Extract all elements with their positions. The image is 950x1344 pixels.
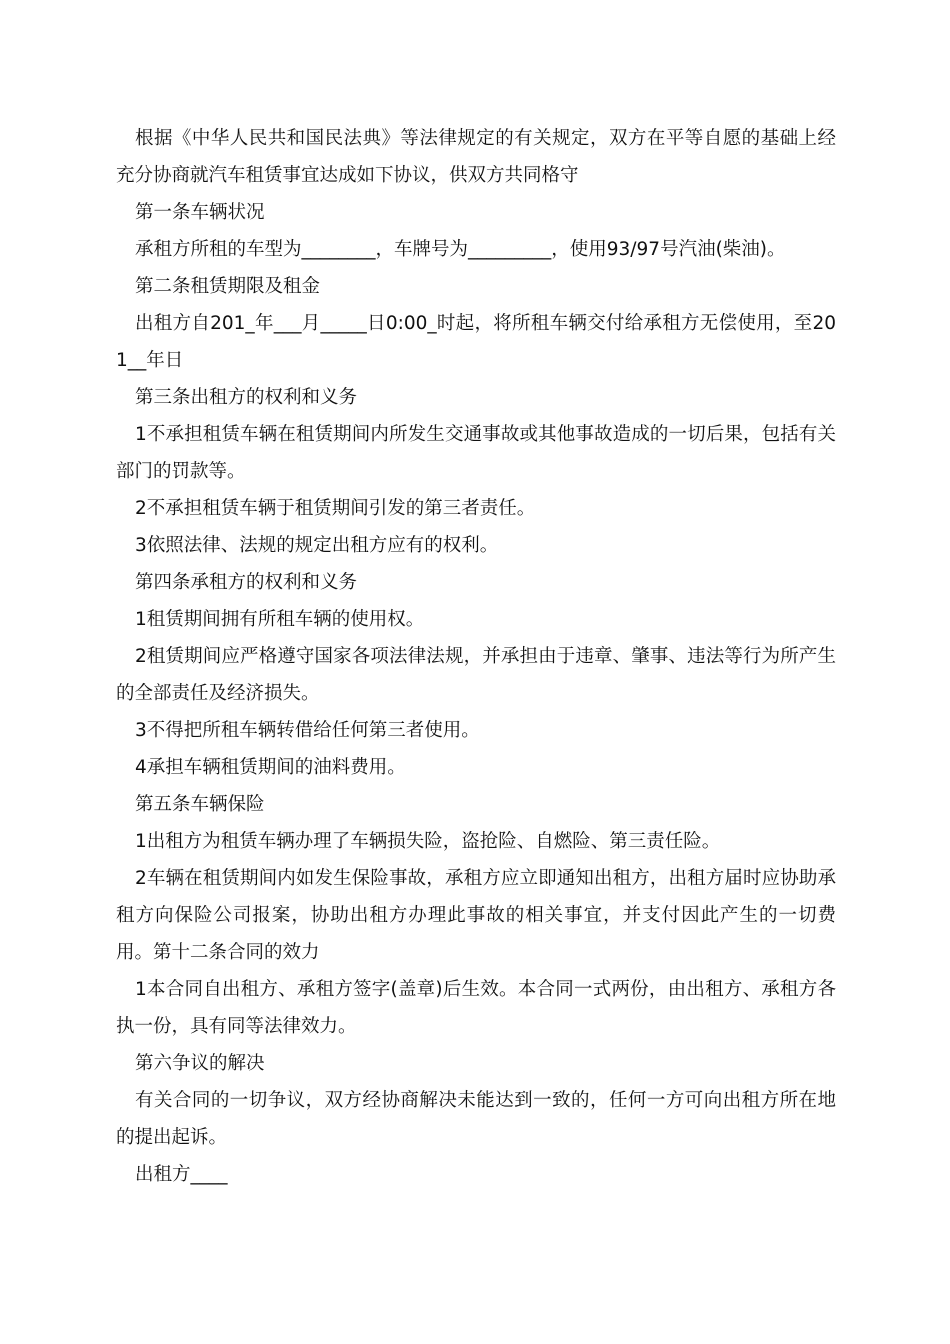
article-3-item-3: 3依照法律、法规的规定出租方应有的权利。 — [135, 535, 499, 556]
preamble-paragraph: 根据《中华人民共和国民法典》等法律规定的有关规定，双方在平等自愿的基础上经充分协商就汽车租赁事宜达成如下协议，供双方共同格守 — [116, 128, 836, 186]
article-3-item-2: 2不承担租赁车辆于租赁期间引发的第三者责任。 — [135, 498, 536, 519]
article-4-item-1: 1租赁期间拥有所租车辆的使用权。 — [135, 609, 425, 630]
article-1-heading: 第一条车辆状况 — [135, 202, 265, 223]
article-5-item-1: 1出租方为租赁车辆办理了车辆损失险，盗抢险、自燃险、第三责任险。 — [135, 831, 721, 852]
validity-item-1: 1本合同自出租方、承租方签字(盖章)后生效。本合同一式两份，由出租方、承租方各执一份，具有同等法律效力。 — [116, 979, 836, 1037]
article-3-heading: 第三条出租方的权利和义务 — [135, 387, 358, 408]
document-body — [116, 120, 836, 1193]
article-2-text: 出租方自201_年___月_____日0:00_时起，将所租车辆交付给承租方无偿使用，至201__年日 — [116, 313, 836, 371]
lessor-signature-line: 出租方____ — [135, 1164, 228, 1185]
article-4-heading: 第四条承租方的权利和义务 — [135, 572, 358, 593]
article-5-item-2: 2车辆在租赁期间内如发生保险事故，承租方应立即通知出租方，出租方届时应协助承租方向保险公司报案，协助出租方办理此事故的相关事宜，并支付因此产生的一切费用。第十二条合同的效力 — [116, 868, 836, 963]
article-6-heading: 第六争议的解决 — [135, 1053, 265, 1074]
article-2-heading: 第二条租赁期限及租金 — [135, 276, 321, 297]
article-3-item-1: 1不承担租赁车辆在租赁期间内所发生交通事故或其他事故造成的一切后果，包括有关部门的罚款等。 — [116, 424, 836, 482]
article-1-text: 承租方所租的车型为________，车牌号为_________，使用93/97号汽油(柴油)。 — [135, 239, 786, 260]
article-4-item-3: 3不得把所租车辆转借给任何第三者使用。 — [135, 720, 480, 741]
article-5-heading: 第五条车辆保险 — [135, 794, 265, 815]
article-6-text: 有关合同的一切争议，双方经协商解决未能达到一致的，任何一方可向出租方所在地的提出起诉。 — [116, 1090, 836, 1148]
article-4-item-2: 2租赁期间应严格遵守国家各项法律法规，并承担由于违章、肇事、违法等行为所产生的全部责任及经济损失。 — [116, 646, 836, 704]
article-4-item-4: 4承担车辆租赁期间的油料费用。 — [135, 757, 406, 778]
